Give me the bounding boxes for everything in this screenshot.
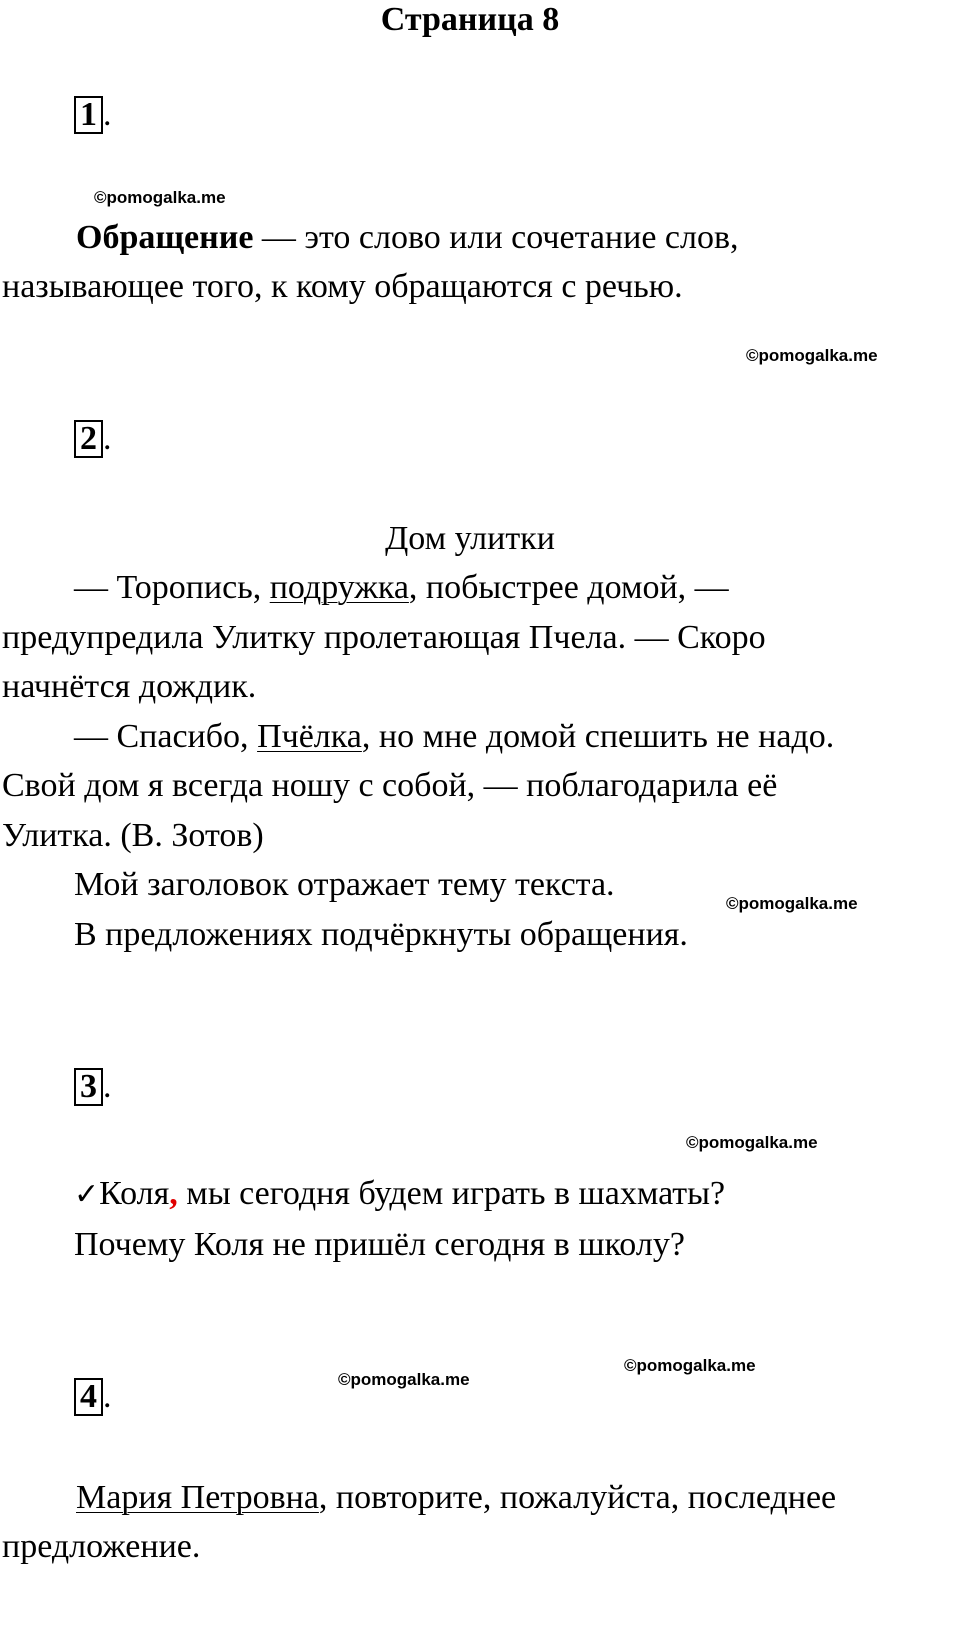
address-underlined: Мария Петровна bbox=[76, 1479, 319, 1516]
text-line-1: — Торопись, подружка, побыстрее домой, — bbox=[74, 569, 729, 606]
text-line-3: начнётся дождик. bbox=[2, 668, 257, 705]
text-line-5: Свой дом я всегда ношу с собой, — поблагодарила её bbox=[2, 767, 778, 804]
sentence-1: ✓Коля, мы сегодня будем играть в шахматы? bbox=[74, 1175, 726, 1212]
text-line-6: Улитка. (В. Зотов) bbox=[2, 817, 264, 854]
address-underlined: подружка bbox=[269, 569, 409, 606]
watermark: ©pomogalka.me bbox=[338, 1370, 470, 1389]
text-line-4: — Спасибо, Пчёлка, но мне домой спешить не надо. bbox=[74, 718, 835, 755]
sentence-2: Почему Коля не пришёл сегодня в школу? bbox=[74, 1226, 685, 1263]
answer-line-2: предложение. bbox=[2, 1528, 201, 1565]
text-heading: Дом улитки bbox=[385, 520, 555, 557]
address-underlined: Пчёлка bbox=[257, 718, 362, 755]
text-line-8: В предложениях подчёркнуты обращения. bbox=[74, 916, 688, 953]
task-2-number: 2 . bbox=[74, 420, 112, 458]
answer-line-1: Мария Петровна, повторите, пожалуйста, последнее bbox=[76, 1479, 837, 1516]
text-line-2: предупредила Улитку пролетающая Пчела. — Скоро bbox=[2, 619, 766, 656]
task-3-number: 3 . bbox=[74, 1068, 112, 1106]
definition-line-1: Обращение — это слово или сочетание слов, bbox=[76, 219, 739, 256]
definition-line-2: называющее того, к кому обращаются с речью. bbox=[2, 268, 683, 305]
text-line-7: Мой заголовок отражает тему текста. bbox=[74, 866, 615, 903]
checkmark-icon: ✓ bbox=[74, 1177, 100, 1212]
watermark: ©pomogalka.me bbox=[726, 894, 858, 913]
term-obrashchenie: Обращение bbox=[76, 219, 254, 256]
watermark: ©pomogalka.me bbox=[686, 1133, 818, 1152]
comma-mark: , bbox=[169, 1175, 178, 1212]
task-4-number: 4 . bbox=[74, 1378, 112, 1416]
page-title: Страница 8 bbox=[380, 1, 560, 38]
watermark: ©pomogalka.me bbox=[624, 1356, 756, 1375]
watermark: ©pomogalka.me bbox=[746, 346, 878, 365]
task-1-number: 1 . bbox=[74, 96, 112, 134]
watermark: ©pomogalka.me bbox=[94, 188, 226, 207]
